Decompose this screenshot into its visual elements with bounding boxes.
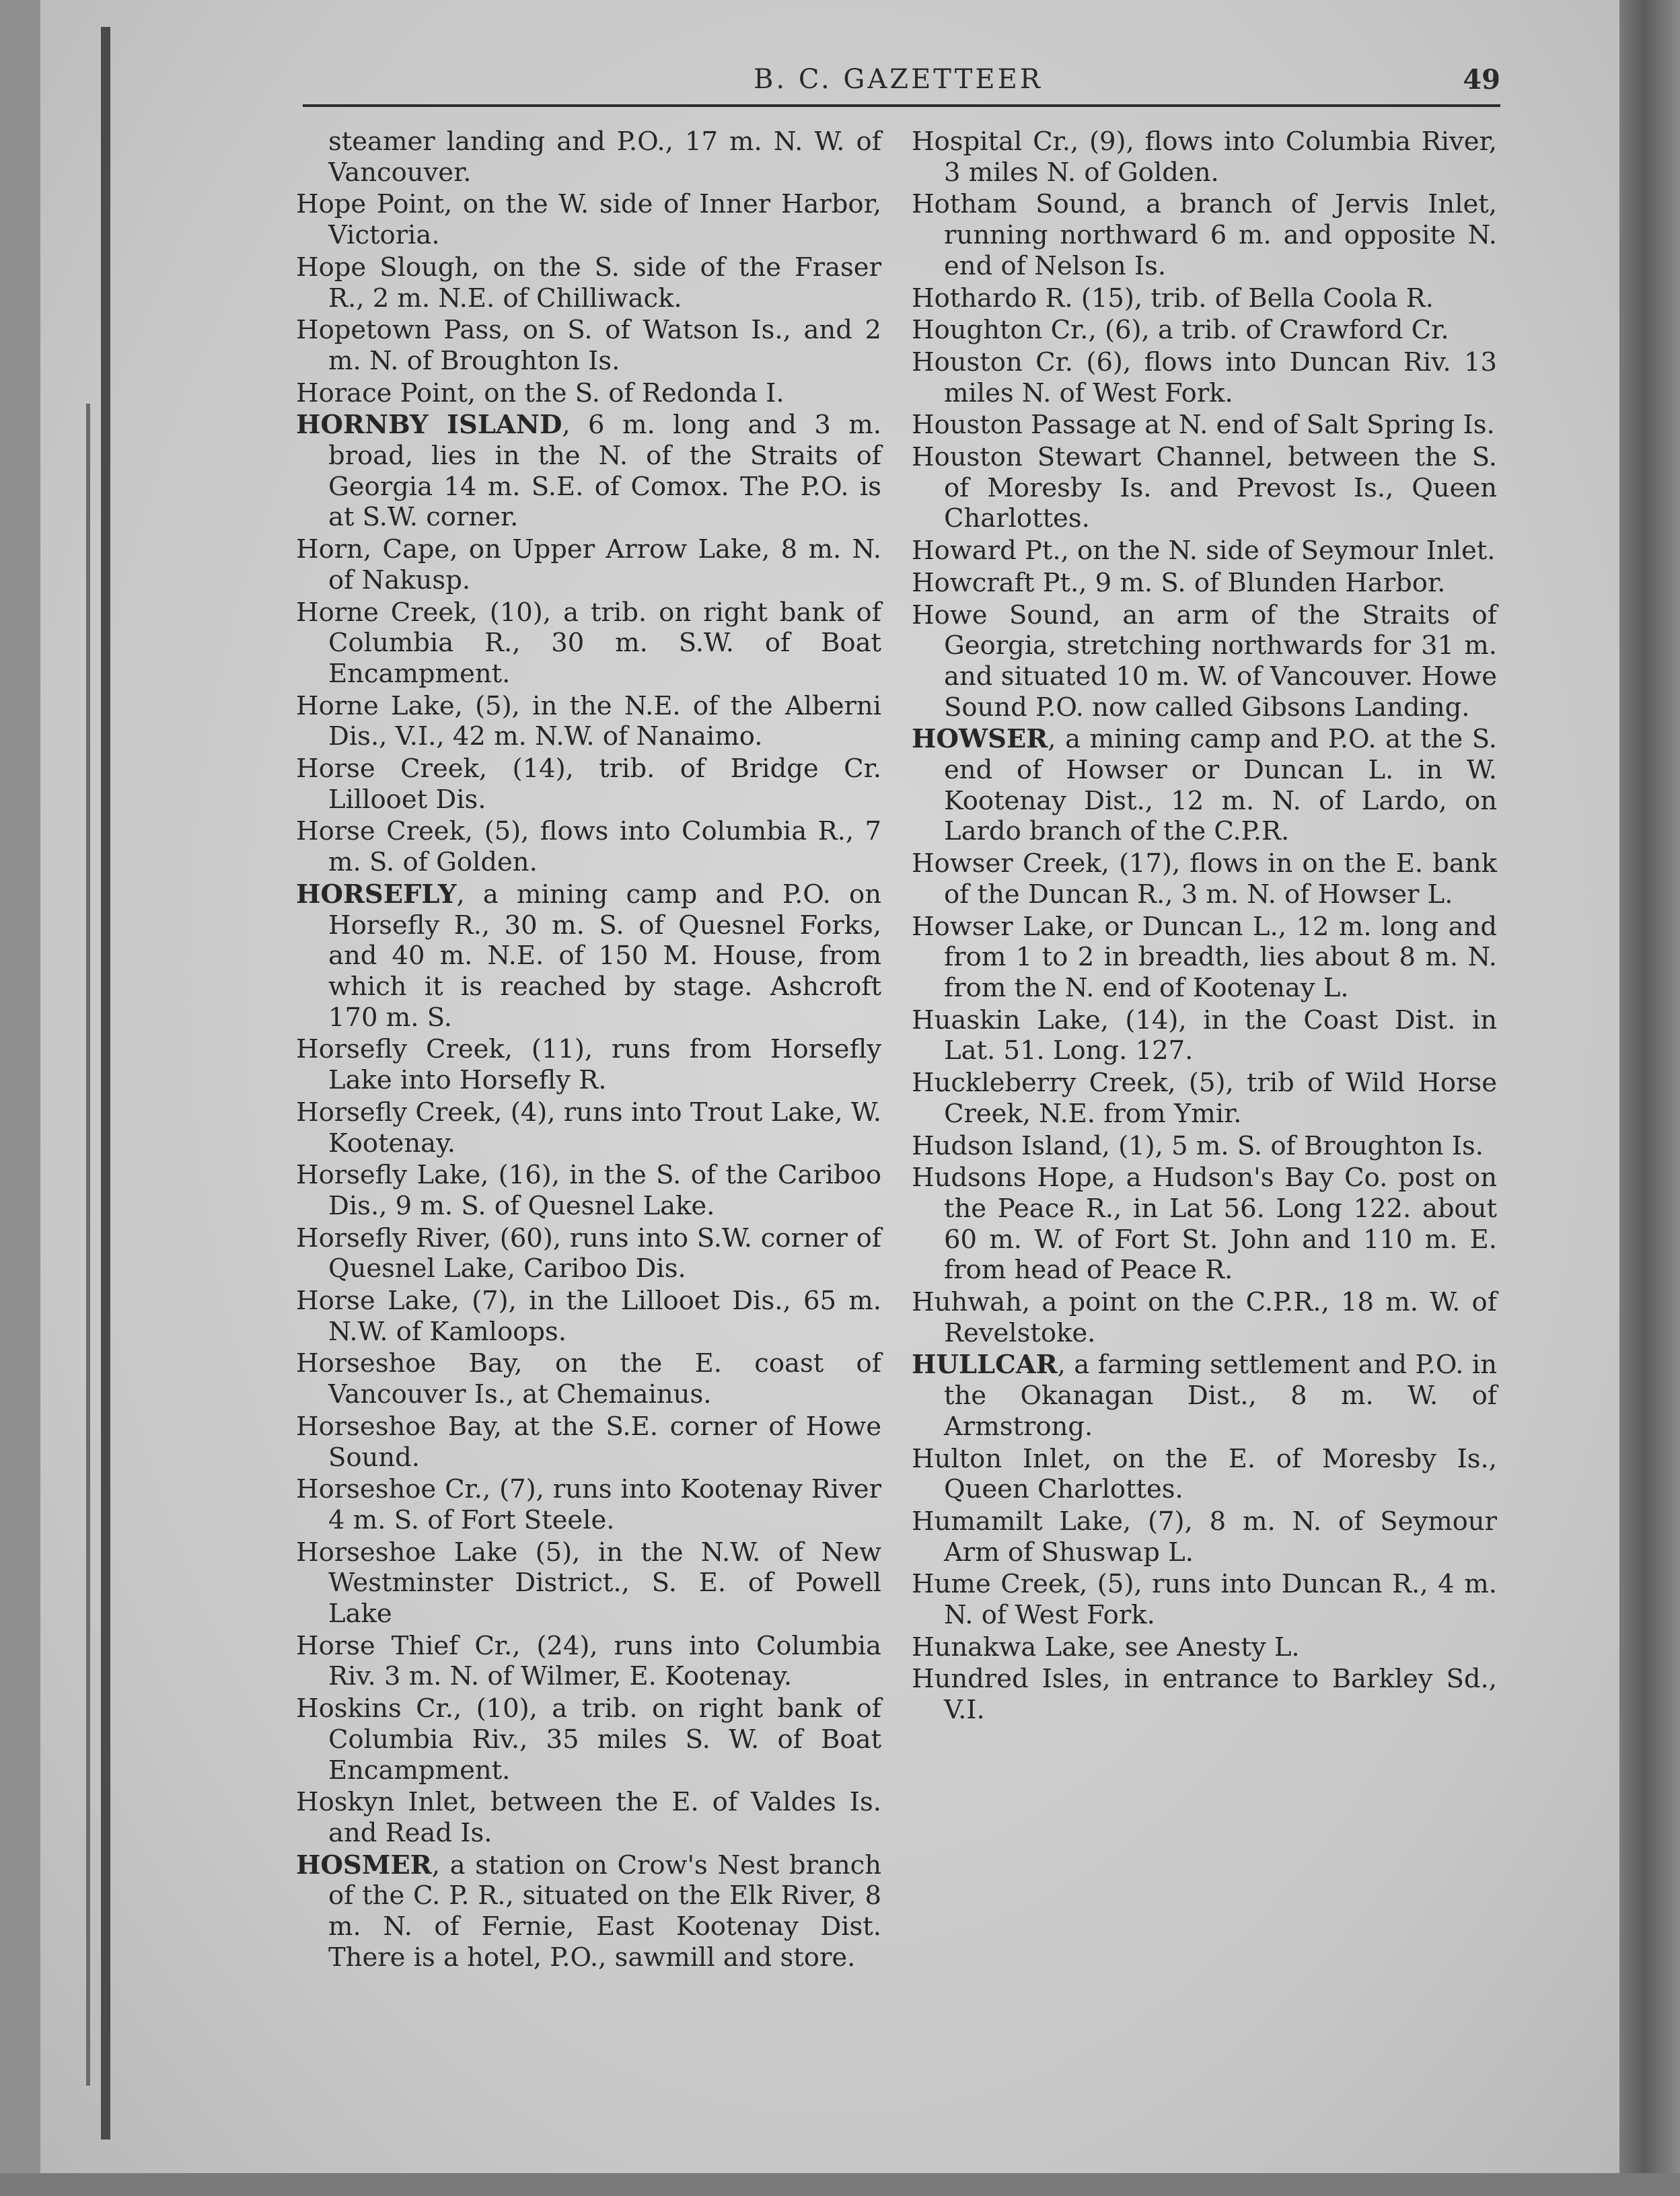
gazetteer-entry <box>296 1412 881 1473</box>
gazetteer-entry <box>912 1163 1497 1286</box>
gazetteer-entry <box>296 754 881 815</box>
book-binding-thread <box>86 404 90 2086</box>
gazetteer-entry <box>912 600 1497 723</box>
gazetteer-entry <box>296 691 881 752</box>
gazetteer-entry <box>912 189 1497 281</box>
gazetteer-entry <box>296 1787 881 1848</box>
gazetteer-entry <box>912 1664 1497 1725</box>
gazetteer-entry <box>912 848 1497 910</box>
gazetteer-entry <box>296 534 881 595</box>
entry-text: Horseshoe Bay, at the S.E. corner of Howe Sound. <box>296 1411 881 1473</box>
gazetteer-entry <box>296 1537 881 1630</box>
entry-text: Horseshoe Bay, on the E. coast of Vancouver Is., at Chemainus. <box>296 1348 881 1410</box>
entry-text: Horse Creek, (5), flows into Columbia R., 7 m. S. of Golden. <box>296 816 881 878</box>
entry-text: , a mining camp and P.O. at the S. end of Howser or Duncan L. in W. Kootenay Dist., 12 m. N. of Lardo, on Lardo branch of the C.P.R. <box>944 724 1497 847</box>
gazetteer-entry <box>296 1631 881 1692</box>
entry-heading: HORNBY ISLAND <box>296 410 562 441</box>
entry-text: Hospital Cr., (9), flows into Columbia River, 3 miles N. of Golden. <box>912 126 1497 188</box>
entry-text: Horse Lake, (7), in the Lillooet Dis., 65 m. N.W. of Kamloops. <box>296 1286 881 1347</box>
entry-text: Houston Stewart Channel, between the S. of Moresby Is. and Prevost Is., Queen Charlottes. <box>912 442 1497 534</box>
gazetteer-entry <box>296 1850 881 1973</box>
gazetteer-entry <box>296 378 881 409</box>
header-title: B. C. GAZETTEER <box>754 64 1043 95</box>
entry-text: Houghton Cr., (6), a trib. of Crawford Cr. <box>912 315 1449 346</box>
page-edge-bottom <box>0 2173 1680 2196</box>
gazetteer-entry <box>296 126 881 188</box>
book-binding <box>101 27 110 2139</box>
entry-text: Howard Pt., on the N. side of Seymour Inlet. <box>912 536 1496 566</box>
gazetteer-entry <box>912 536 1497 566</box>
gazetteer-entry <box>296 1348 881 1410</box>
entry-text: Horsefly Lake, (16), in the S. of the Cariboo Dis., 9 m. S. of Quesnel Lake. <box>296 1160 881 1221</box>
entry-text: Horne Creek, (10), a trib. on right bank of Columbia R., 30 m. S.W. of Boat Encampment. <box>296 597 881 689</box>
entry-text: Hope Slough, on the S. side of the Fraser R., 2 m. N.E. of Chilliwack. <box>296 252 881 314</box>
gazetteer-entry <box>912 1569 1497 1630</box>
entry-text: Horseshoe Lake (5), in the N.W. of New Westminster District., S. E. of Powell Lake <box>296 1537 881 1630</box>
gazetteer-entry <box>296 410 881 533</box>
gazetteer-entry <box>296 1693 881 1786</box>
entry-text: Howser Creek, (17), flows in on the E. bank of the Duncan R., 3 m. N. of Howser L. <box>912 848 1497 910</box>
gazetteer-entry <box>912 1131 1497 1162</box>
gazetteer-entry <box>912 347 1497 408</box>
gazetteer-entry <box>912 315 1497 346</box>
entry-text: Hunakwa Lake, see Anesty L. <box>912 1632 1300 1662</box>
entry-text: Horsefly Creek, (4), runs into Trout Lake, W. Kootenay. <box>296 1097 881 1159</box>
entry-text: Hudsons Hope, a Hudson's Bay Co. post on the Peace R., in Lat 56. Long 122. about 60 m. W. of Fort St. John and 110 m. E. from head of Peace R. <box>912 1163 1497 1286</box>
entry-text: Horsefly Creek, (11), runs from Horsefly Lake into Horsefly R. <box>296 1034 881 1096</box>
entry-text: Horse Thief Cr., (24), runs into Columbia Riv. 3 m. N. of Wilmer, E. Kootenay. <box>296 1630 881 1692</box>
gazetteer-entry <box>912 1506 1497 1568</box>
entry-text: Houston Passage at N. end of Salt Spring Is. <box>912 410 1495 441</box>
entry-text: Huaskin Lake, (14), in the Coast Dist. in Lat. 51. Long. 127. <box>912 1004 1497 1066</box>
entry-text: Horseshoe Cr., (7), runs into Kootenay River 4 m. S. of Fort Steele. <box>296 1474 881 1535</box>
entry-text: Howser Lake, or Duncan L., 12 m. long and from 1 to 2 in breadth, lies about 8 m. N. from the N. end of Kootenay L. <box>912 911 1497 1003</box>
entry-text: Hope Point, on the W. side of Inner Harbor, Victoria. <box>296 189 881 251</box>
gazetteer-entry <box>912 442 1497 534</box>
entry-text: Hume Creek, (5), runs into Duncan R., 4 m. N. of West Fork. <box>912 1569 1497 1631</box>
gazetteer-entry <box>912 568 1497 599</box>
entry-text: Hulton Inlet, on the E. of Moresby Is., Queen Charlottes. <box>912 1443 1497 1505</box>
gazetteer-entry <box>912 283 1497 314</box>
gazetteer-entry <box>296 816 881 877</box>
entry-text: Horn, Cape, on Upper Arrow Lake, 8 m. N. of Nakusp. <box>296 534 881 595</box>
gazetteer-entry <box>912 1444 1497 1505</box>
entry-text: Hoskyn Inlet, between the E. of Valdes Is. and Read Is. <box>296 1787 881 1848</box>
gazetteer-entry <box>912 912 1497 1004</box>
right-column <box>912 126 1497 1727</box>
gazetteer-entry <box>296 315 881 376</box>
page-number: 49 <box>1463 64 1500 96</box>
entry-text: Hothardo R. (15), trib. of Bella Coola R. <box>912 283 1434 314</box>
gazetteer-entry <box>912 724 1497 847</box>
entry-text: , a farming settlement and P.O. in the Okanagan Dist., 8 m. W. of Armstrong. <box>944 1350 1497 1442</box>
entry-heading: HOWSER <box>912 724 1048 755</box>
entry-text: Huhwah, a point on the C.P.R., 18 m. W. of Revelstoke. <box>912 1287 1497 1348</box>
gazetteer-entry <box>296 252 881 314</box>
entry-text: Hundred Isles, in entrance to Barkley Sd., V.I. <box>912 1664 1497 1726</box>
entry-text: Hotham Sound, a branch of Jervis Inlet, running northward 6 m. and opposite N. end of Nelson Is. <box>912 189 1497 281</box>
entry-text: Horse Creek, (14), trib. of Bridge Cr. Lillooet Dis. <box>296 754 881 815</box>
gazetteer-entry <box>296 1286 881 1347</box>
gazetteer-entry <box>912 1350 1497 1442</box>
gazetteer-entry <box>296 1474 881 1535</box>
entry-text: Huckleberry Creek, (5), trib of Wild Horse Creek, N.E. from Ymir. <box>912 1068 1497 1129</box>
entry-text: steamer landing and P.O., 17 m. N. W. of Vancouver. <box>328 126 881 188</box>
entry-heading: HOSMER <box>296 1850 432 1880</box>
entry-text: Howcraft Pt., 9 m. S. of Blunden Harbor. <box>912 567 1446 598</box>
entry-heading: HULLCAR <box>912 1350 1058 1381</box>
gazetteer-entry <box>912 126 1497 188</box>
entry-text: Horne Lake, (5), in the N.E. of the Alberni Dis., V.I., 42 m. N.W. of Nanaimo. <box>296 690 881 752</box>
entry-text: , 6 m. long and 3 m. broad, lies in the N. of the Straits of Georgia 14 m. S.E. of Comox. The P.O. is at S.W. corner. <box>328 410 881 533</box>
gazetteer-entry <box>912 1068 1497 1129</box>
entry-text: Hopetown Pass, on S. of Watson Is., and 2 m. N. of Broughton Is. <box>296 315 881 376</box>
gazetteer-entry <box>912 410 1497 441</box>
entry-text: Hoskins Cr., (10), a trib. on right bank of Columbia Riv., 35 miles S. W. of Boat Encampment. <box>296 1693 881 1786</box>
entry-heading: HORSEFLY <box>296 879 457 910</box>
gazetteer-entry <box>296 189 881 250</box>
gazetteer-entry <box>296 1034 881 1095</box>
gazetteer-entry <box>912 1632 1497 1663</box>
page-edge-right <box>1619 0 1680 2196</box>
entry-text: , a mining camp and P.O. on Horsefly R., 30 m. S. of Quesnel Forks, and 40 m. N.E. of 150 M. House, from which it is reached by stage. Ashcroft 170 m. S. <box>328 879 881 1033</box>
entry-text: Houston Cr. (6), flows into Duncan Riv. 13 miles N. of West Fork. <box>912 346 1497 408</box>
gazetteer-entry <box>912 1005 1497 1066</box>
gazetteer-entry <box>296 1097 881 1159</box>
left-column <box>296 126 881 1974</box>
entry-text: Howe Sound, an arm of the Straits of Georgia, stretching northwards for 31 m. and situated 10 m. W. of Vancouver. Howe Sound P.O. now called Gibsons Landing. <box>912 599 1497 723</box>
entry-text: Humamilt Lake, (7), 8 m. N. of Seymour Arm of Shuswap L. <box>912 1506 1497 1568</box>
gazetteer-entry <box>296 597 881 690</box>
entry-text: Hudson Island, (1), 5 m. S. of Broughton Is. <box>912 1130 1484 1161</box>
entry-text: Horsefly River, (60), runs into S.W. corner of Quesnel Lake, Cariboo Dis. <box>296 1222 881 1284</box>
entry-text: Horace Point, on the S. of Redonda I. <box>296 377 784 408</box>
running-header <box>303 64 1500 107</box>
gazetteer-entry <box>296 1160 881 1221</box>
gazetteer-entry <box>912 1287 1497 1348</box>
entry-text: , a station on Crow's Nest branch of the C. P. R., situated on the Elk River, 8 m. N. of Fernie, East Kootenay Dist. There is a hotel, P.O., sawmill and store. <box>328 1850 881 1973</box>
gazetteer-entry <box>296 1223 881 1284</box>
gazetteer-entry <box>296 879 881 1033</box>
